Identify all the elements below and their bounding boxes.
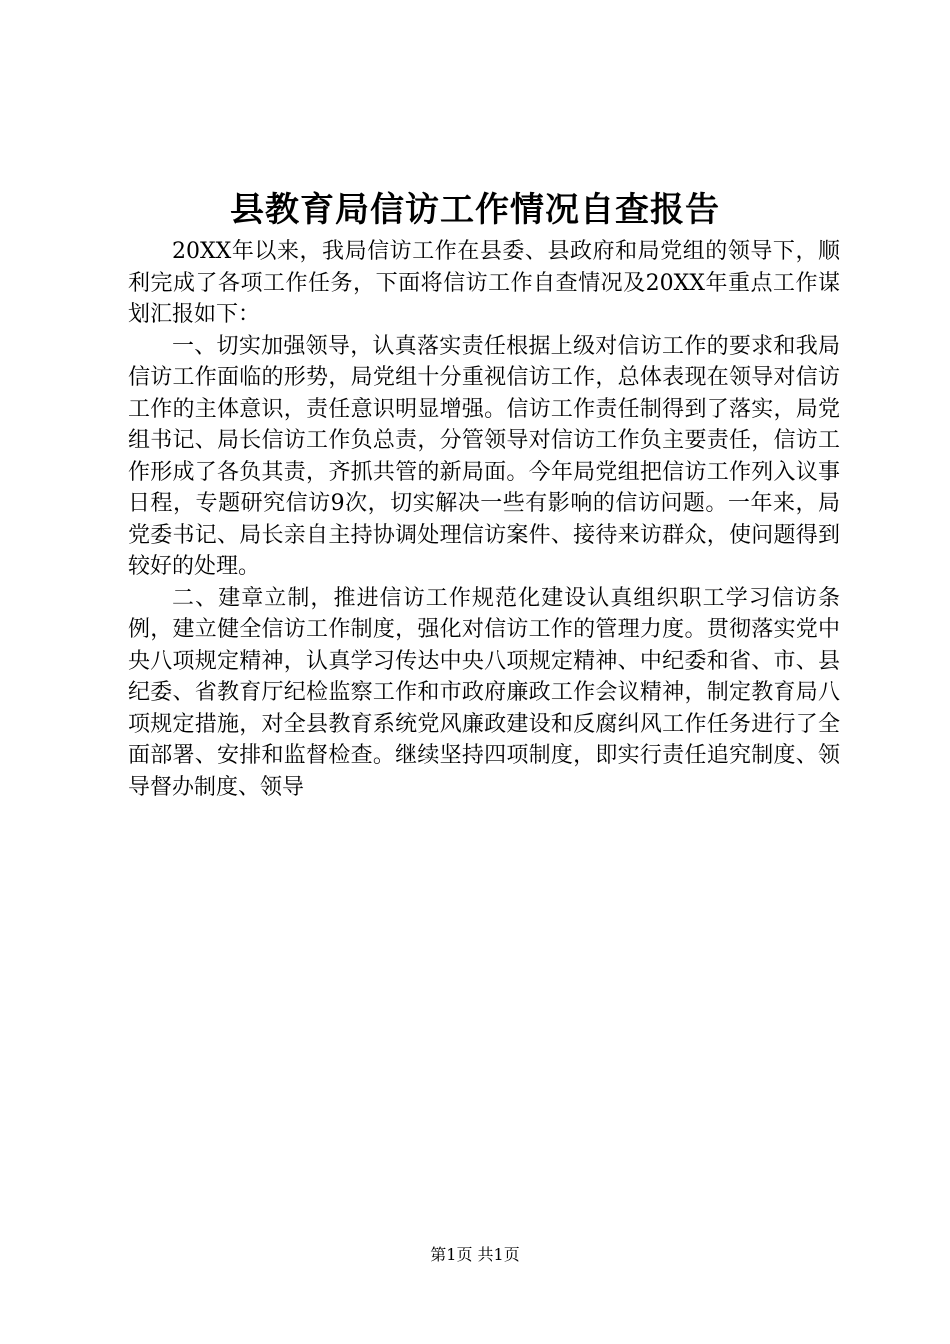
- document-body: [128, 236, 840, 803]
- paragraph-section-one: 一、切实加强领导，认真落实责任根据上级对信访工作的要求和我局信访工作面临的形势，局党组十分重视信访工作，总体表现在领导对信访工作的主体意识，责任意识明显增强。信访工作责任制得到了落实，局党组书记、局长信访工作负总责，分管领导对信访工作负主要责任，信访工作形成了各负其责，齐抓共管的新局面。今年局党组把信访工作列入议事日程，专题研究信访9次，切实解决一些有影响的信访问题。一年来，局党委书记、局长亲自主持协调处理信访案件、接待来访群众，使问题得到较好的处理。: [128, 333, 840, 579]
- paragraph-intro: 20XX年以来，我局信访工作在县委、县政府和局党组的领导下，顺利完成了各项工作任务，下面将信访工作自查情况及20XX年重点工作谋划汇报如下：: [128, 239, 840, 327]
- page-number-footer: 第1页 共1页: [430, 1245, 520, 1264]
- document-title: 县教育局信访工作情况自查报告: [230, 190, 720, 230]
- paragraph-section-two: 二、建章立制，推进信访工作规范化建设认真组织职工学习信访条例，建立健全信访工作制度，强化对信访工作的管理力度。贯彻落实党中央八项规定精神，认真学习传达中央八项规定精神、中纪委和省、市、县纪委、省教育厅纪检监察工作和市政府廉政工作会议精神，制定教育局八项规定措施，对全县教育系统党风廉政建设和反腐纠风工作任务进行了全面部署、安排和监督检查。继续坚持四项制度，即实行责任追究制度、领导督办制度、领导: [128, 585, 840, 800]
